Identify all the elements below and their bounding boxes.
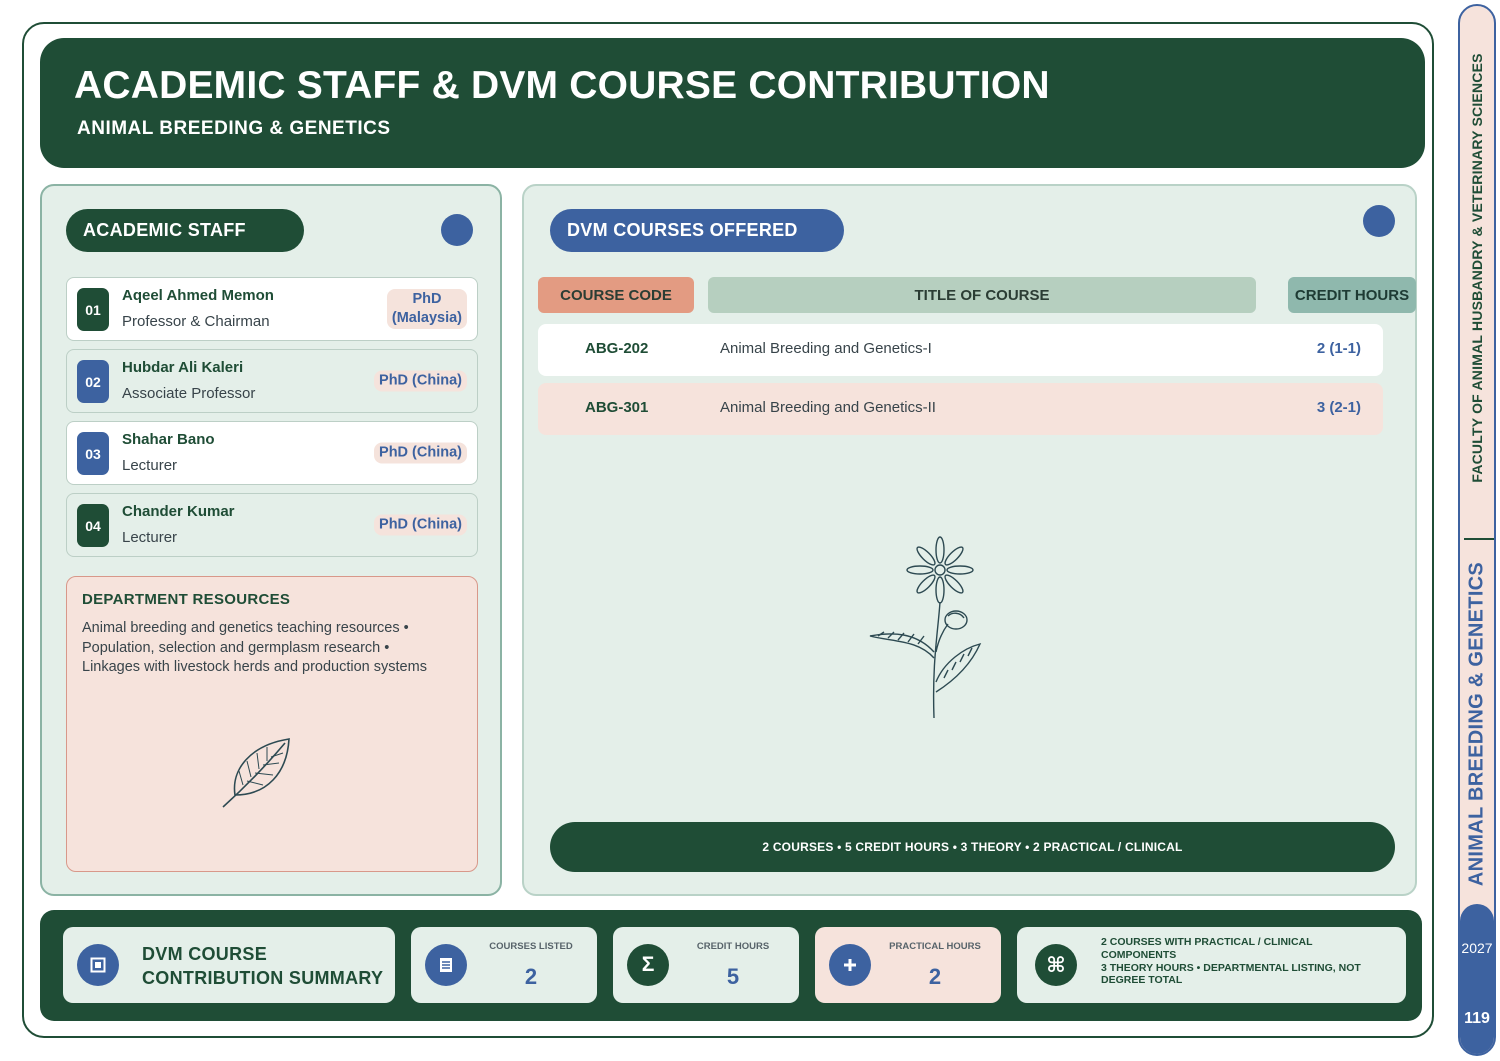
- stat-label: COURSES LISTED: [489, 941, 573, 952]
- staff-name: Chander Kumar: [122, 503, 235, 520]
- stat-card-credit-hours: [613, 927, 799, 1003]
- decorative-dot: [1363, 205, 1395, 237]
- staff-name: Aqeel Ahmed Memon: [122, 287, 274, 304]
- note-line: COMPONENTS: [1101, 948, 1177, 961]
- note-line: 2 COURSES WITH PRACTICAL / CLINICAL: [1101, 936, 1313, 948]
- page-number: 119: [1464, 1010, 1490, 1027]
- department-resources: [66, 576, 478, 872]
- side-divider: [1464, 538, 1494, 540]
- table-row: [538, 324, 1383, 376]
- square-icon: [77, 944, 119, 986]
- stat-label: PRACTICAL HOURS: [889, 941, 981, 952]
- stat-value: 2: [928, 964, 942, 989]
- staff-degree-line: PhD: [412, 291, 442, 307]
- academic-staff-heading: ACADEMIC STAFF: [66, 209, 304, 252]
- staff-degree: [387, 289, 467, 329]
- staff-name: Hubdar Ali Kaleri: [122, 359, 244, 376]
- side-strip: [1458, 4, 1496, 1056]
- dvm-courses-heading: DVM COURSES OFFERED: [550, 209, 844, 252]
- command-icon: ⌘: [1035, 944, 1077, 986]
- summary-title-line: CONTRIBUTION SUMMARY: [142, 968, 384, 988]
- faculty-name: FACULTY OF ANIMAL HUSBANDRY & VETERINARY SCIENCES: [1469, 53, 1485, 483]
- year-label: 2027: [1461, 940, 1493, 956]
- staff-number: 01: [77, 288, 109, 331]
- note-line: 3 THEORY HOURS • DEPARTMENTAL LISTING, NOT: [1101, 961, 1361, 974]
- staff-card: [66, 349, 478, 413]
- staff-degree: PhD (China): [374, 443, 467, 464]
- course-code: ABG-301: [585, 399, 649, 416]
- staff-degree: PhD (China): [374, 515, 467, 536]
- note-line: DEGREE TOTAL: [1101, 974, 1183, 987]
- course-title: Animal Breeding and Genetics-I: [720, 340, 932, 357]
- resources-line: Population, selection and germplasm research •: [82, 639, 390, 656]
- flower-icon: [868, 532, 990, 722]
- staff-card: [66, 277, 478, 341]
- staff-designation: Lecturer: [122, 457, 178, 474]
- academic-staff-panel: [40, 184, 502, 896]
- page-header: [40, 38, 1425, 168]
- document-icon: [425, 944, 467, 986]
- page-subtitle: ANIMAL BREEDING & GENETICS: [77, 118, 391, 139]
- staff-designation: Professor & Chairman: [122, 313, 270, 330]
- department-name: ANIMAL BREEDING & GENETICS: [1465, 561, 1488, 887]
- page-title: ACADEMIC STAFF & DVM COURSE CONTRIBUTION: [74, 64, 1050, 107]
- stat-card-courses: [411, 927, 597, 1003]
- stat-card-practical-hours: [815, 927, 1001, 1003]
- staff-number: 04: [77, 504, 109, 547]
- staff-number: 03: [77, 432, 109, 475]
- stat-value: 5: [726, 964, 740, 989]
- column-header-course-code: COURSE CODE: [538, 277, 694, 313]
- components-note: [1101, 936, 1386, 987]
- sigma-icon: Σ: [627, 944, 669, 986]
- stat-label: CREDIT HOURS: [696, 941, 770, 952]
- staff-name: Shahar Bano: [122, 431, 215, 448]
- course-code: ABG-202: [585, 340, 649, 357]
- staff-card: [66, 421, 478, 485]
- resources-title: DEPARTMENT RESOURCES: [82, 591, 291, 608]
- components-note-card: [1017, 927, 1406, 1003]
- course-credit: 3 (2-1): [1316, 399, 1361, 416]
- course-title: Animal Breeding and Genetics-II: [720, 399, 936, 416]
- plus-icon: [829, 944, 871, 986]
- stat-value: 2: [524, 964, 538, 989]
- page-tab: [1460, 904, 1494, 1056]
- column-header-credit-hours: CREDIT HOURS: [1288, 277, 1416, 313]
- table-row: [538, 383, 1383, 435]
- summary-title-line: DVM COURSE: [142, 944, 268, 964]
- staff-designation: Associate Professor: [122, 385, 256, 402]
- staff-card: [66, 493, 478, 557]
- resources-line: Animal breeding and genetics teaching resources •: [82, 620, 409, 636]
- summary-footer: [40, 910, 1422, 1021]
- leaf-icon: [221, 733, 297, 811]
- resources-line: Linkages with livestock herds and production systems: [82, 659, 427, 675]
- staff-degree: PhD (China): [374, 371, 467, 392]
- column-header-title: TITLE OF COURSE: [708, 277, 1256, 313]
- contribution-summary-card: [63, 927, 395, 1003]
- staff-degree-line: (Malaysia): [391, 310, 462, 326]
- resources-text: [82, 619, 462, 678]
- decorative-dot: [441, 214, 473, 246]
- staff-number: 02: [77, 360, 109, 403]
- course-credit: 2 (1-1): [1316, 340, 1361, 357]
- staff-designation: Lecturer: [122, 529, 178, 546]
- courses-summary-bar: 2 COURSES • 5 CREDIT HOURS • 3 THEORY • 2 PRACTICAL / CLINICAL: [550, 822, 1395, 872]
- dvm-courses-panel: [522, 184, 1417, 896]
- contribution-summary-title: [142, 942, 383, 990]
